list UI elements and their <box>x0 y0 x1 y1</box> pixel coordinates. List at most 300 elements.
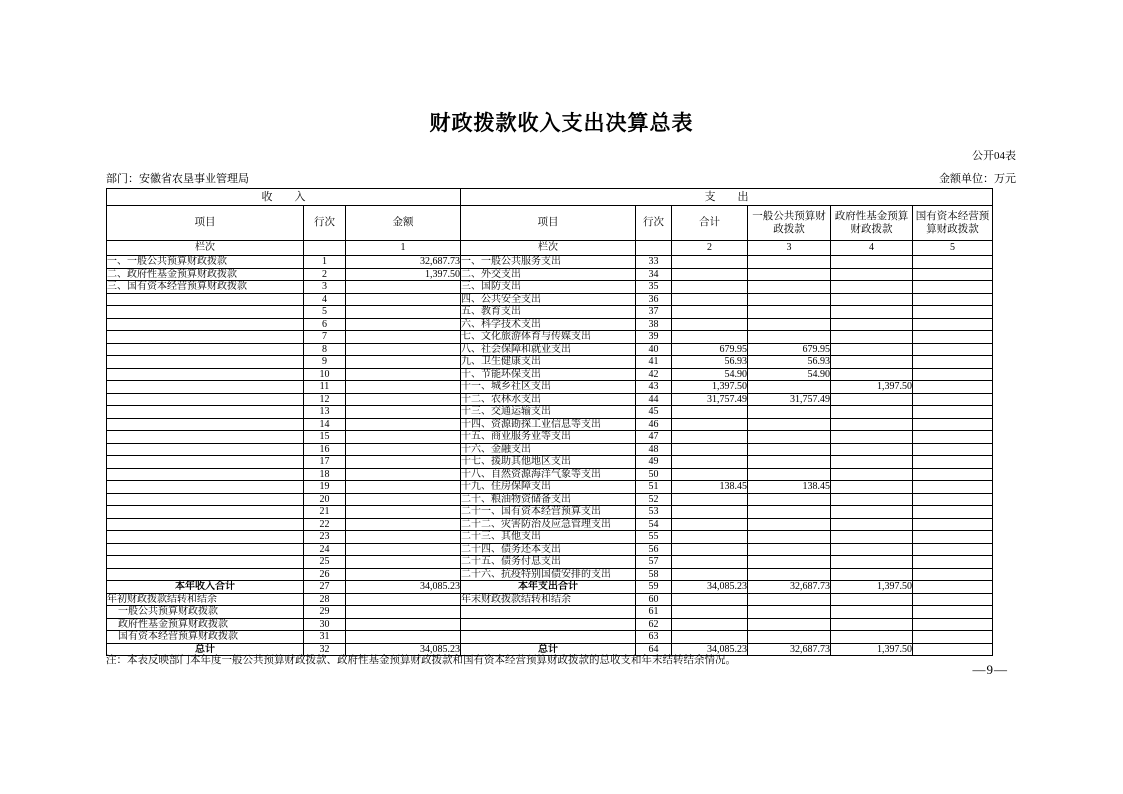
income-rowno-cell: 1 <box>304 256 346 269</box>
expense-rowno-cell: 36 <box>636 293 672 306</box>
total-cell: 34,085.23 <box>672 643 748 656</box>
total-cell: 31,757.49 <box>672 393 748 406</box>
income-item-cell <box>107 381 304 394</box>
column-header-expense-rowno: 行次 <box>636 206 672 241</box>
gov-fund-cell <box>831 568 913 581</box>
expense-rowno-cell: 52 <box>636 493 672 506</box>
total-cell: 679.95 <box>672 343 748 356</box>
general-budget-cell <box>748 531 831 544</box>
state-capital-cell <box>913 618 993 631</box>
expense-rowno-cell: 48 <box>636 443 672 456</box>
total-cell: 56.93 <box>672 356 748 369</box>
gov-fund-cell <box>831 356 913 369</box>
gov-fund-cell: 1,397.50 <box>831 643 913 656</box>
income-rowno-cell: 4 <box>304 293 346 306</box>
expense-rowno-cell: 56 <box>636 543 672 556</box>
gov-fund-cell <box>831 618 913 631</box>
income-item-cell: 一般公共预算财政拨款 <box>107 606 304 619</box>
income-item-cell <box>107 368 304 381</box>
total-cell <box>672 606 748 619</box>
total-cell <box>672 331 748 344</box>
total-cell <box>672 318 748 331</box>
income-rowno-cell: 24 <box>304 543 346 556</box>
expense-rowno-cell: 38 <box>636 318 672 331</box>
expense-item-cell: 二十四、债务还本支出 <box>461 543 636 556</box>
expense-rowno-cell: 55 <box>636 531 672 544</box>
state-capital-cell <box>913 556 993 569</box>
expense-item-cell: 二、外交支出 <box>461 268 636 281</box>
income-amount-cell <box>346 306 461 319</box>
column-header-row <box>107 206 993 241</box>
total-cell <box>672 593 748 606</box>
income-rowno-cell: 7 <box>304 331 346 344</box>
income-item-cell <box>107 531 304 544</box>
table-row <box>107 456 993 469</box>
general-budget-cell <box>748 518 831 531</box>
table-row <box>107 393 993 406</box>
income-rowno-cell: 17 <box>304 456 346 469</box>
unit-label: 金额单位：万元 <box>939 173 1016 185</box>
expense-item-cell: 十九、住房保障支出 <box>461 481 636 494</box>
fiscal-appropriation-table <box>106 188 993 656</box>
income-item-cell <box>107 543 304 556</box>
gov-fund-cell <box>831 343 913 356</box>
total-cell: 1,397.50 <box>672 381 748 394</box>
general-budget-cell <box>748 281 831 294</box>
total-cell <box>672 543 748 556</box>
income-rowno-cell: 15 <box>304 431 346 444</box>
meta-line <box>106 170 1016 186</box>
column-header-income-item: 项目 <box>107 206 304 241</box>
income-rowno-cell: 13 <box>304 406 346 419</box>
general-budget-cell <box>748 406 831 419</box>
table-row <box>107 256 993 269</box>
expense-item-cell: 四、公共安全支出 <box>461 293 636 306</box>
state-capital-cell <box>913 468 993 481</box>
expense-item-cell: 十五、商业服务业等支出 <box>461 431 636 444</box>
expense-item-cell: 七、文化旅游体育与传媒支出 <box>461 331 636 344</box>
table-row <box>107 293 993 306</box>
table-row <box>107 618 993 631</box>
income-item-cell <box>107 443 304 456</box>
general-budget-cell <box>748 506 831 519</box>
table-row <box>107 556 993 569</box>
gov-fund-cell <box>831 281 913 294</box>
income-item-cell <box>107 456 304 469</box>
expense-rowno-cell: 39 <box>636 331 672 344</box>
total-cell <box>672 456 748 469</box>
expense-item-cell: 十、节能环保支出 <box>461 368 636 381</box>
footnote: 注：本表反映部门本年度一般公共预算财政拨款、政府性基金预算财政拨款和国有资本经营预算财政拨款的总收支和年末结转结余情况。 <box>106 655 736 666</box>
general-budget-cell <box>748 543 831 556</box>
expense-item-cell: 十二、农林水支出 <box>461 393 636 406</box>
income-amount-cell <box>346 443 461 456</box>
income-item-cell: 本年收入合计 <box>107 581 304 594</box>
column-header-state-capital: 国有资本经营预算财政拨款 <box>913 206 993 241</box>
income-amount-cell <box>346 368 461 381</box>
state-capital-cell <box>913 368 993 381</box>
income-amount-cell <box>346 343 461 356</box>
income-item-cell <box>107 568 304 581</box>
expense-rowno-cell: 33 <box>636 256 672 269</box>
gov-fund-cell <box>831 631 913 644</box>
page-number: —9— <box>972 662 1008 677</box>
general-budget-cell <box>748 593 831 606</box>
total-cell: 138.45 <box>672 481 748 494</box>
income-rowno-cell: 23 <box>304 531 346 544</box>
table-row <box>107 568 993 581</box>
gov-fund-cell <box>831 506 913 519</box>
income-amount-cell <box>346 481 461 494</box>
expense-item-cell <box>461 618 636 631</box>
gov-fund-cell <box>831 431 913 444</box>
expense-item-cell: 十七、援助其他地区支出 <box>461 456 636 469</box>
income-rowno-cell: 3 <box>304 281 346 294</box>
state-capital-cell <box>913 256 993 269</box>
income-amount-cell <box>346 468 461 481</box>
state-capital-cell <box>913 443 993 456</box>
expense-item-cell: 三、国防支出 <box>461 281 636 294</box>
gov-fund-cell: 1,397.50 <box>831 581 913 594</box>
state-capital-cell <box>913 306 993 319</box>
gov-fund-cell <box>831 493 913 506</box>
table-row <box>107 506 993 519</box>
income-amount-cell: 34,085.23 <box>346 643 461 656</box>
expense-rowno-cell: 37 <box>636 306 672 319</box>
income-item-cell <box>107 418 304 431</box>
table-row <box>107 368 993 381</box>
general-budget-cell <box>748 631 831 644</box>
expense-rowno-cell: 62 <box>636 618 672 631</box>
expense-section-header: 支 出 <box>461 189 993 206</box>
total-cell: 54.90 <box>672 368 748 381</box>
gov-fund-cell <box>831 368 913 381</box>
general-budget-cell <box>748 431 831 444</box>
income-rowno-cell: 25 <box>304 556 346 569</box>
gov-fund-cell: 1,397.50 <box>831 381 913 394</box>
expense-rowno-cell: 45 <box>636 406 672 419</box>
income-rowno-cell: 9 <box>304 356 346 369</box>
income-amount-cell <box>346 293 461 306</box>
income-amount-cell <box>346 618 461 631</box>
gov-fund-cell <box>831 531 913 544</box>
table-row <box>107 431 993 444</box>
income-item-cell: 总计 <box>107 643 304 656</box>
general-budget-cell <box>748 293 831 306</box>
income-amount-cell <box>346 518 461 531</box>
column-header-expense-item: 项目 <box>461 206 636 241</box>
gov-fund-cell <box>831 406 913 419</box>
income-rowno-cell: 28 <box>304 593 346 606</box>
gov-fund-cell <box>831 256 913 269</box>
table-row <box>107 343 993 356</box>
general-budget-cell <box>748 306 831 319</box>
income-rowno-cell: 8 <box>304 343 346 356</box>
gov-fund-cell <box>831 268 913 281</box>
income-item-cell <box>107 331 304 344</box>
expense-item-cell: 二十六、抗疫特别国债安排的支出 <box>461 568 636 581</box>
expense-item-cell: 二十、粮油物资储备支出 <box>461 493 636 506</box>
expense-item-cell: 五、教育支出 <box>461 306 636 319</box>
expense-rowno-cell: 57 <box>636 556 672 569</box>
income-item-cell <box>107 518 304 531</box>
table-code-label: 公开04表 <box>972 150 1016 162</box>
expense-rowno-cell: 40 <box>636 343 672 356</box>
income-amount-cell <box>346 381 461 394</box>
table-row <box>107 518 993 531</box>
column-header-total: 合计 <box>672 206 748 241</box>
state-capital-cell <box>913 431 993 444</box>
state-capital-cell <box>913 568 993 581</box>
income-amount-cell <box>346 593 461 606</box>
income-amount-cell: 34,085.23 <box>346 581 461 594</box>
department-label: 部门：安徽省农垦事业管理局 <box>106 173 249 185</box>
expense-item-cell: 二十五、债务付息支出 <box>461 556 636 569</box>
total-cell <box>672 281 748 294</box>
state-capital-cell <box>913 581 993 594</box>
gov-fund-cell <box>831 331 913 344</box>
income-item-cell: 年初财政拨款结转和结余 <box>107 593 304 606</box>
lanci-income-item: 栏次 <box>107 241 304 256</box>
income-amount-cell: 32,687.73 <box>346 256 461 269</box>
income-amount-cell <box>346 318 461 331</box>
column-header-income-rowno: 行次 <box>304 206 346 241</box>
lanci-state-capital: 5 <box>913 241 993 256</box>
lanci-expense-item: 栏次 <box>461 241 636 256</box>
income-amount-cell: 1,397.50 <box>346 268 461 281</box>
income-item-cell: 二、政府性基金预算财政拨款 <box>107 268 304 281</box>
income-amount-cell <box>346 356 461 369</box>
income-amount-cell <box>346 418 461 431</box>
lanci-expense-rowno <box>636 241 672 256</box>
gov-fund-cell <box>831 556 913 569</box>
table-row <box>107 418 993 431</box>
table-row <box>107 331 993 344</box>
expense-rowno-cell: 46 <box>636 418 672 431</box>
gov-fund-cell <box>831 318 913 331</box>
income-item-cell <box>107 431 304 444</box>
income-rowno-cell: 26 <box>304 568 346 581</box>
total-cell <box>672 418 748 431</box>
income-rowno-cell: 29 <box>304 606 346 619</box>
expense-rowno-cell: 50 <box>636 468 672 481</box>
general-budget-cell <box>748 381 831 394</box>
page-title: 财政拨款收入支出决算总表 <box>429 112 694 135</box>
expense-item-cell: 二十二、灾害防治及应急管理支出 <box>461 518 636 531</box>
expense-item-cell: 总计 <box>461 643 636 656</box>
state-capital-cell <box>913 406 993 419</box>
table-row <box>107 468 993 481</box>
general-budget-cell <box>748 568 831 581</box>
expense-rowno-cell: 59 <box>636 581 672 594</box>
column-header-general-budget: 一般公共预算财政拨款 <box>748 206 831 241</box>
total-cell <box>672 468 748 481</box>
total-cell <box>672 493 748 506</box>
expense-item-cell: 六、科学技术支出 <box>461 318 636 331</box>
table-row <box>107 406 993 419</box>
expense-rowno-cell: 63 <box>636 631 672 644</box>
income-rowno-cell: 11 <box>304 381 346 394</box>
gov-fund-cell <box>831 393 913 406</box>
gov-fund-cell <box>831 606 913 619</box>
total-cell <box>672 268 748 281</box>
income-rowno-cell: 6 <box>304 318 346 331</box>
income-amount-cell <box>346 631 461 644</box>
income-rowno-cell: 31 <box>304 631 346 644</box>
total-cell <box>672 631 748 644</box>
expense-rowno-cell: 42 <box>636 368 672 381</box>
income-item-cell <box>107 293 304 306</box>
expense-item-cell: 十一、城乡社区支出 <box>461 381 636 394</box>
income-item-cell <box>107 318 304 331</box>
income-amount-cell <box>346 531 461 544</box>
state-capital-cell <box>913 531 993 544</box>
income-rowno-cell: 19 <box>304 481 346 494</box>
income-item-cell <box>107 481 304 494</box>
expense-item-cell: 二十三、其他支出 <box>461 531 636 544</box>
general-budget-cell <box>748 443 831 456</box>
table-row <box>107 356 993 369</box>
income-rowno-cell: 27 <box>304 581 346 594</box>
general-budget-cell <box>748 468 831 481</box>
lanci-general-budget: 3 <box>748 241 831 256</box>
gov-fund-cell <box>831 481 913 494</box>
income-amount-cell <box>346 406 461 419</box>
table-row <box>107 306 993 319</box>
total-cell <box>672 293 748 306</box>
total-cell <box>672 443 748 456</box>
general-budget-cell <box>748 418 831 431</box>
general-budget-cell: 56.93 <box>748 356 831 369</box>
income-amount-cell <box>346 493 461 506</box>
income-rowno-cell: 5 <box>304 306 346 319</box>
expense-item-cell <box>461 606 636 619</box>
table-row <box>107 493 993 506</box>
general-budget-cell <box>748 618 831 631</box>
expense-rowno-cell: 53 <box>636 506 672 519</box>
income-amount-cell <box>346 543 461 556</box>
total-cell <box>672 506 748 519</box>
table-row <box>107 543 993 556</box>
general-budget-cell <box>748 606 831 619</box>
income-amount-cell <box>346 606 461 619</box>
income-rowno-cell: 16 <box>304 443 346 456</box>
expense-item-cell: 九、卫生健康支出 <box>461 356 636 369</box>
income-amount-cell <box>346 331 461 344</box>
table-row <box>107 531 993 544</box>
state-capital-cell <box>913 456 993 469</box>
income-amount-cell <box>346 431 461 444</box>
table-row <box>107 593 993 606</box>
income-rowno-cell: 10 <box>304 368 346 381</box>
table-row <box>107 281 993 294</box>
income-item-cell <box>107 306 304 319</box>
state-capital-cell <box>913 506 993 519</box>
total-cell <box>672 431 748 444</box>
expense-item-cell: 本年支出合计 <box>461 581 636 594</box>
expense-rowno-cell: 64 <box>636 643 672 656</box>
lanci-income-amount: 1 <box>346 241 461 256</box>
income-amount-cell <box>346 556 461 569</box>
total-cell: 34,085.23 <box>672 581 748 594</box>
income-rowno-cell: 22 <box>304 518 346 531</box>
table-row <box>107 631 993 644</box>
lanci-income-rowno <box>304 241 346 256</box>
expense-rowno-cell: 41 <box>636 356 672 369</box>
table-row <box>107 481 993 494</box>
gov-fund-cell <box>831 456 913 469</box>
table-row <box>107 318 993 331</box>
general-budget-cell <box>748 331 831 344</box>
total-cell <box>672 568 748 581</box>
state-capital-cell <box>913 268 993 281</box>
table-row <box>107 443 993 456</box>
state-capital-cell <box>913 606 993 619</box>
table-row <box>107 581 993 594</box>
income-rowno-cell: 30 <box>304 618 346 631</box>
column-header-income-amount: 金额 <box>346 206 461 241</box>
income-item-cell: 国有资本经营预算财政拨款 <box>107 631 304 644</box>
income-item-cell <box>107 506 304 519</box>
general-budget-cell <box>748 318 831 331</box>
general-budget-cell: 31,757.49 <box>748 393 831 406</box>
expense-rowno-cell: 35 <box>636 281 672 294</box>
expense-rowno-cell: 58 <box>636 568 672 581</box>
state-capital-cell <box>913 518 993 531</box>
state-capital-cell <box>913 331 993 344</box>
state-capital-cell <box>913 631 993 644</box>
income-item-cell: 三、国有资本经营预算财政拨款 <box>107 281 304 294</box>
income-rowno-cell: 32 <box>304 643 346 656</box>
income-item-cell <box>107 556 304 569</box>
state-capital-cell <box>913 293 993 306</box>
state-capital-cell <box>913 543 993 556</box>
state-capital-cell <box>913 481 993 494</box>
section-header-row <box>107 189 993 206</box>
income-item-cell <box>107 393 304 406</box>
expense-item-cell: 年末财政拨款结转和结余 <box>461 593 636 606</box>
table-row <box>107 606 993 619</box>
income-rowno-cell: 14 <box>304 418 346 431</box>
income-item-cell <box>107 356 304 369</box>
state-capital-cell <box>913 318 993 331</box>
general-budget-cell <box>748 268 831 281</box>
total-cell <box>672 406 748 419</box>
state-capital-cell <box>913 343 993 356</box>
general-budget-cell <box>748 456 831 469</box>
general-budget-cell <box>748 556 831 569</box>
state-capital-cell <box>913 593 993 606</box>
lanci-total: 2 <box>672 241 748 256</box>
state-capital-cell <box>913 281 993 294</box>
general-budget-cell <box>748 256 831 269</box>
income-amount-cell <box>346 568 461 581</box>
gov-fund-cell <box>831 593 913 606</box>
income-rowno-cell: 20 <box>304 493 346 506</box>
total-cell <box>672 531 748 544</box>
state-capital-cell <box>913 381 993 394</box>
income-item-cell <box>107 493 304 506</box>
total-cell <box>672 306 748 319</box>
general-budget-cell <box>748 493 831 506</box>
total-cell <box>672 556 748 569</box>
table-row <box>107 268 993 281</box>
table-row <box>107 381 993 394</box>
gov-fund-cell <box>831 418 913 431</box>
income-item-cell <box>107 343 304 356</box>
expense-item-cell: 二十一、国有资本经营预算支出 <box>461 506 636 519</box>
income-rowno-cell: 18 <box>304 468 346 481</box>
